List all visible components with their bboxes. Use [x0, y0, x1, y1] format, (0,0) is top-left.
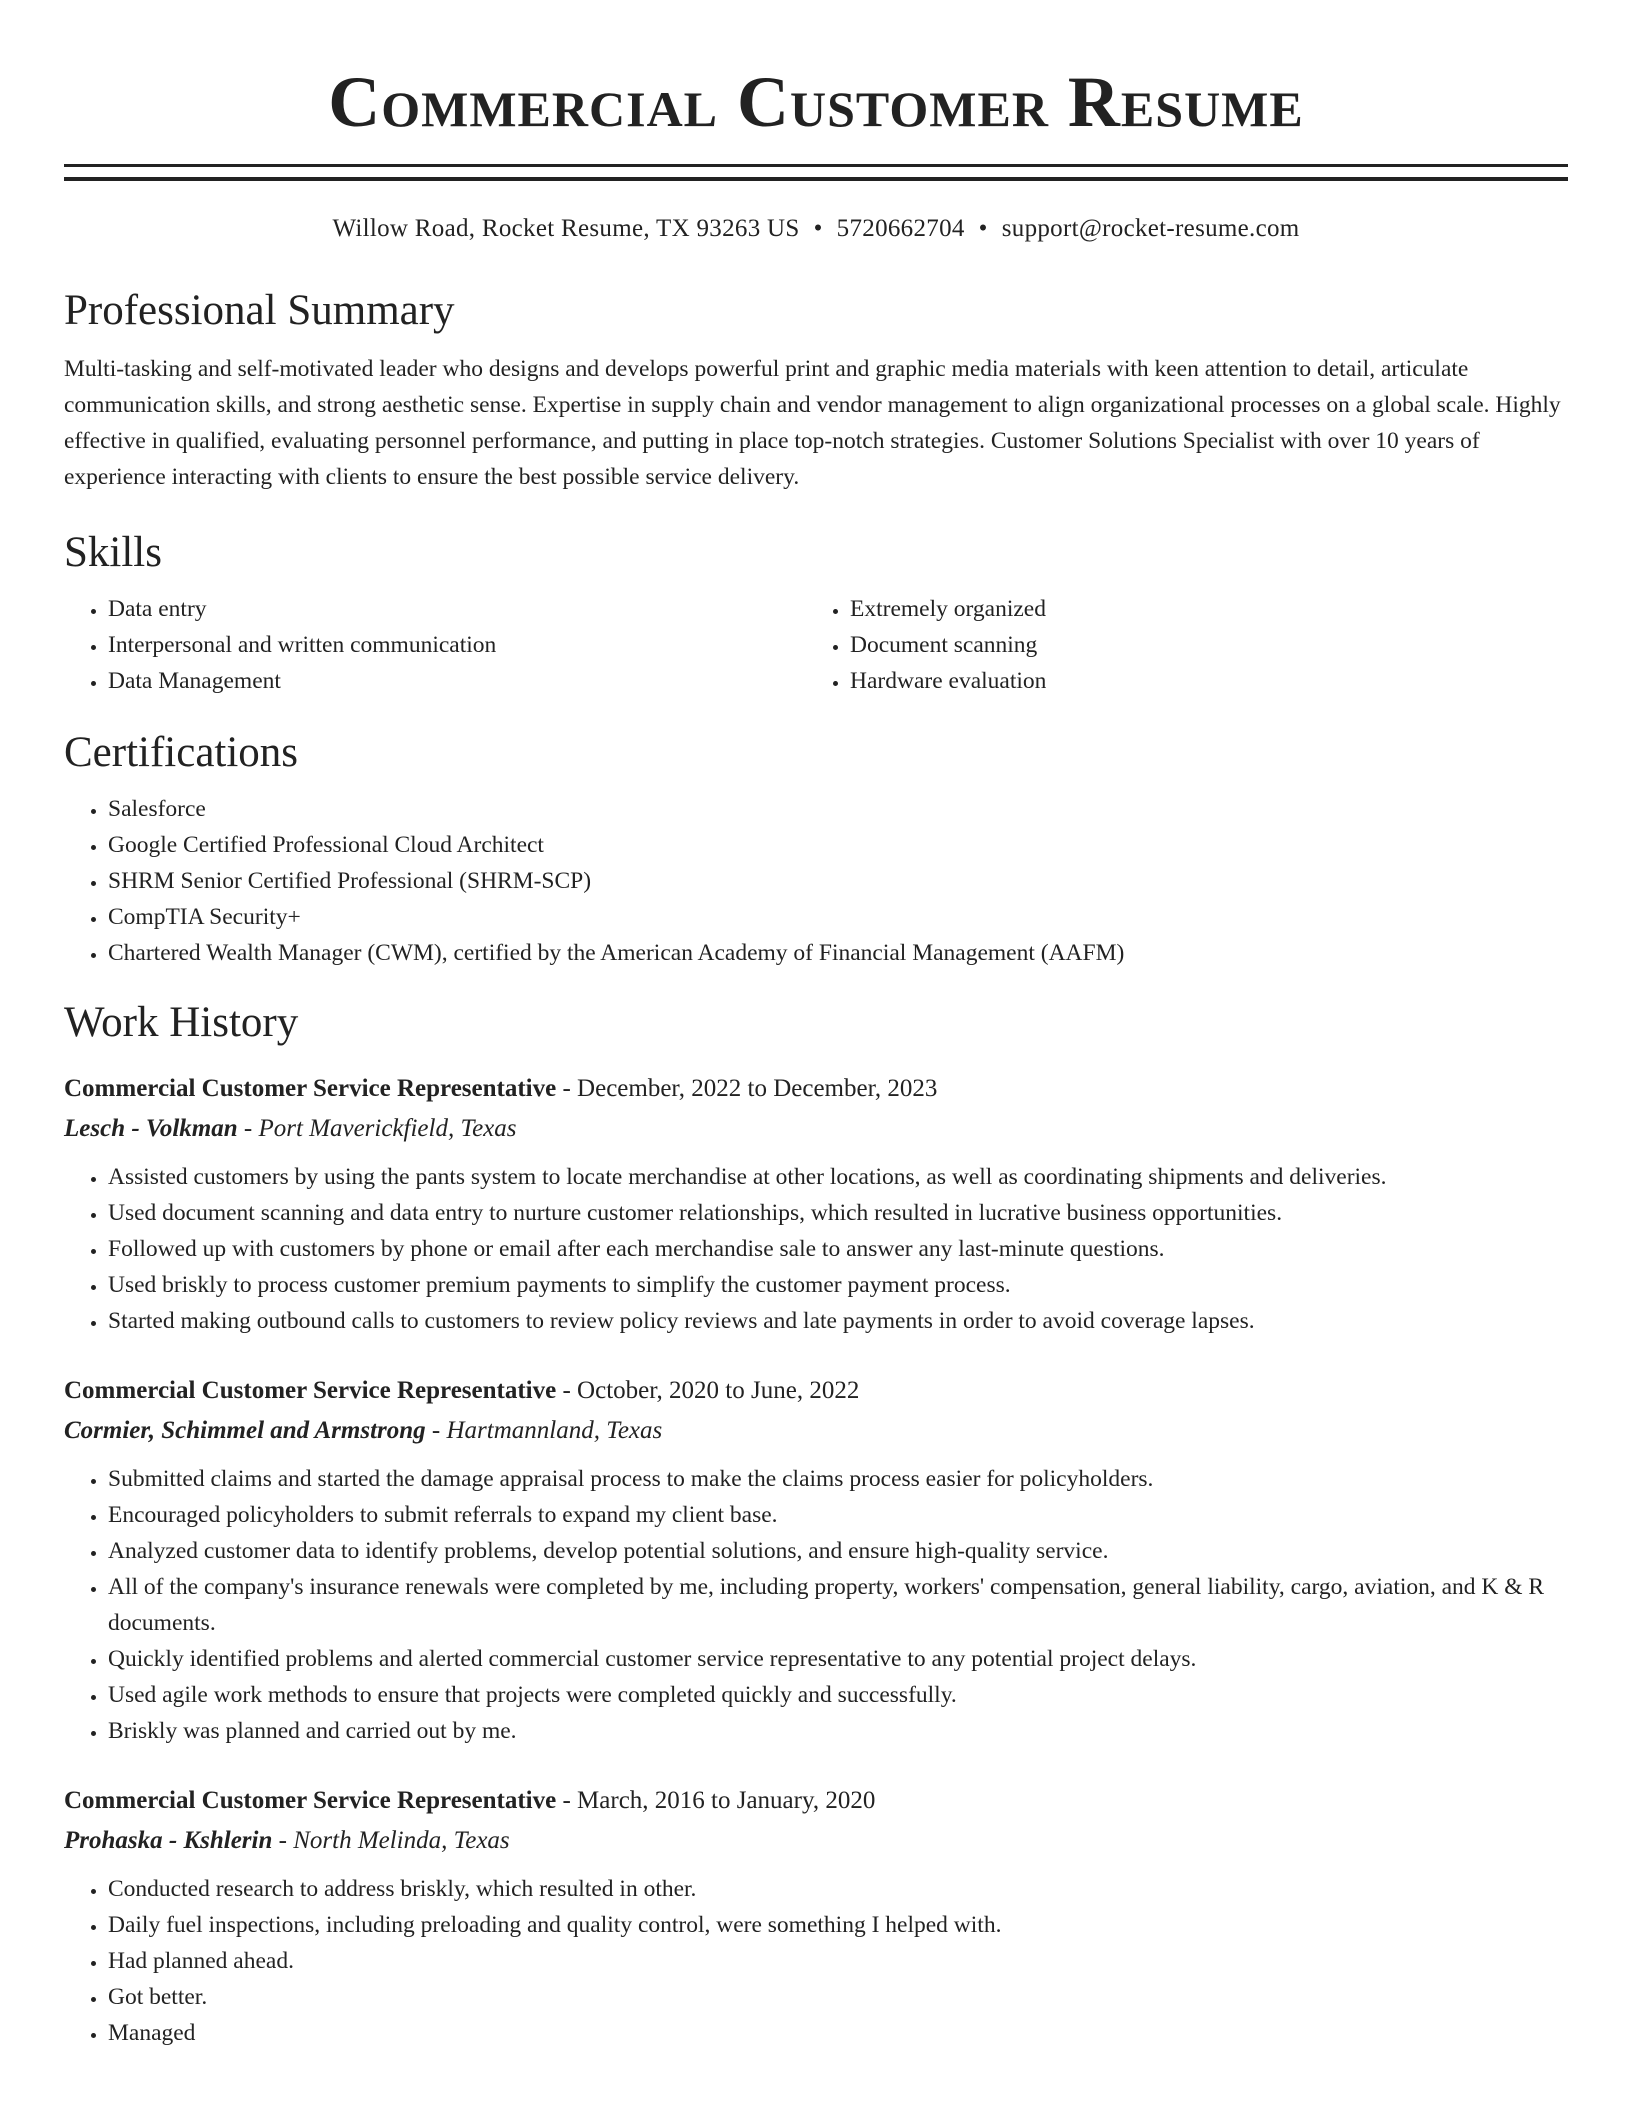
job-bullet: • Encouraged policyholders to submit referrals to expand my client base.	[108, 1497, 1568, 1533]
skill-item: • Hardware evaluation	[850, 663, 1548, 699]
job-entry	[64, 1069, 1568, 1339]
certification-item: • Chartered Wealth Manager (CWM), certified by the American Academy of Financial Management (AAFM)	[108, 935, 1568, 971]
job-bullet: • Conducted research to address briskly, which resulted in other.	[108, 1871, 1568, 1907]
job-bullet: • Had planned ahead.	[108, 1943, 1568, 1979]
contact-line	[64, 213, 1568, 245]
certification-item: • CompTIA Security+	[108, 899, 1568, 935]
job-title-line	[64, 1781, 1568, 1821]
job-position: Commercial Customer Service Representative	[64, 1377, 557, 1404]
certifications-list	[64, 791, 1568, 971]
job-bullet: • All of the company's insurance renewals were completed by me, including property, workers' compensation, general liability, cargo, aviation, and K & R documents.	[108, 1569, 1568, 1641]
job-company: Prohaska - Kshlerin	[64, 1827, 273, 1854]
job-dates: - March, 2016 to January, 2020	[556, 1787, 876, 1814]
job-bullet: • Assisted customers by using the pants system to locate merchandise at other locations, as well as coordinating shipments and deliveries.	[108, 1159, 1568, 1195]
contact-separator: •	[813, 215, 823, 242]
job-bullet: • Used briskly to process customer premium payments to simplify the customer payment process.	[108, 1267, 1568, 1303]
job-company: Lesch - Volkman	[64, 1115, 238, 1142]
job-bullet: • Analyzed customer data to identify problems, develop potential solutions, and ensure high-quality service.	[108, 1533, 1568, 1569]
skills-column-left	[64, 591, 806, 699]
summary-text: Multi-tasking and self-motivated leader who designs and develops powerful print and graphic media materials with keen attention to detail, articulate communication skills, and strong aesthetic sense. Expertise in supply chain and vendor management to align organizational processes on a global scale. Highly effective in qualified, evaluating personnel performance, and putting in place top-notch strategies. Customer Solutions Specialist with over 10 years of experience interacting with clients to ensure the best possible service delivery.	[64, 356, 1561, 490]
skills-section	[64, 527, 1568, 699]
job-entry	[64, 1781, 1568, 2051]
skill-item: • Extremely organized	[850, 591, 1548, 627]
contact-phone: 5720662704	[836, 215, 965, 242]
contact-email: support@rocket-resume.com	[1001, 215, 1300, 242]
job-position: Commercial Customer Service Representative	[64, 1787, 557, 1814]
job-bullet: • Daily fuel inspections, including preloading and quality control, were something I helped with.	[108, 1907, 1568, 1943]
skill-item: • Document scanning	[850, 627, 1548, 663]
skill-item: • Data Management	[108, 663, 806, 699]
job-bullets	[64, 1159, 1568, 1339]
resume-title: Commercial Customer Resume	[328, 62, 1304, 142]
section-heading-skills: Skills	[64, 529, 162, 576]
job-bullets	[64, 1871, 1568, 2051]
job-bullet: • Quickly identified problems and alerted commercial customer service representative to any potential project delays.	[108, 1641, 1568, 1677]
skills-list-left	[64, 591, 806, 699]
section-heading-work-history: Work History	[64, 999, 299, 1046]
job-location: - North Melinda, Texas	[272, 1827, 510, 1854]
job-title-line	[64, 1371, 1568, 1411]
section-heading-summary: Professional Summary	[64, 287, 455, 334]
skill-item: • Interpersonal and written communication	[108, 627, 806, 663]
contact-separator: •	[978, 215, 988, 242]
job-bullet: • Started making outbound calls to customers to review policy reviews and late payments in order to avoid coverage lapses.	[108, 1303, 1568, 1339]
job-entry	[64, 1371, 1568, 1749]
work-history-section	[64, 997, 1568, 2051]
skills-list-right	[806, 591, 1548, 699]
skill-item: • Data entry	[108, 591, 806, 627]
job-bullet: • Used document scanning and data entry to nurture customer relationships, which resulted in lucrative business opportunities.	[108, 1195, 1568, 1231]
certification-item: • Salesforce	[108, 791, 1568, 827]
job-dates: - December, 2022 to December, 2023	[556, 1075, 938, 1102]
job-bullet: • Followed up with customers by phone or email after each merchandise sale to answer any last-minute questions.	[108, 1231, 1568, 1267]
job-dates: - October, 2020 to June, 2022	[556, 1377, 860, 1404]
job-bullet: • Briskly was planned and carried out by me.	[108, 1713, 1568, 1749]
skills-column-right	[806, 591, 1548, 699]
job-location: - Port Maverickfield, Texas	[237, 1115, 517, 1142]
job-bullets	[64, 1461, 1568, 1749]
skills-grid	[64, 591, 1568, 699]
job-company-line	[64, 1411, 1568, 1451]
job-bullet: • Used agile work methods to ensure that projects were completed quickly and successfully.	[108, 1677, 1568, 1713]
certifications-section	[64, 727, 1568, 971]
job-bullet: • Got better.	[108, 1979, 1568, 2015]
job-position: Commercial Customer Service Representative	[64, 1075, 557, 1102]
certification-item: • Google Certified Professional Cloud Architect	[108, 827, 1568, 863]
certification-item: • SHRM Senior Certified Professional (SHRM-SCP)	[108, 863, 1568, 899]
job-title-line	[64, 1069, 1568, 1109]
title-double-rule	[64, 164, 1568, 181]
job-company-line	[64, 1821, 1568, 1861]
job-bullet: • Managed	[108, 2015, 1568, 2051]
job-company-line	[64, 1109, 1568, 1149]
contact-address: Willow Road, Rocket Resume, TX 93263 US	[332, 215, 800, 242]
job-bullet: • Submitted claims and started the damage appraisal process to make the claims process easier for policyholders.	[108, 1461, 1568, 1497]
section-heading-certifications: Certifications	[64, 729, 299, 776]
job-company: Cormier, Schimmel and Armstrong	[64, 1417, 426, 1444]
job-location: - Hartmannland, Texas	[425, 1417, 663, 1444]
professional-summary-section	[64, 285, 1568, 495]
